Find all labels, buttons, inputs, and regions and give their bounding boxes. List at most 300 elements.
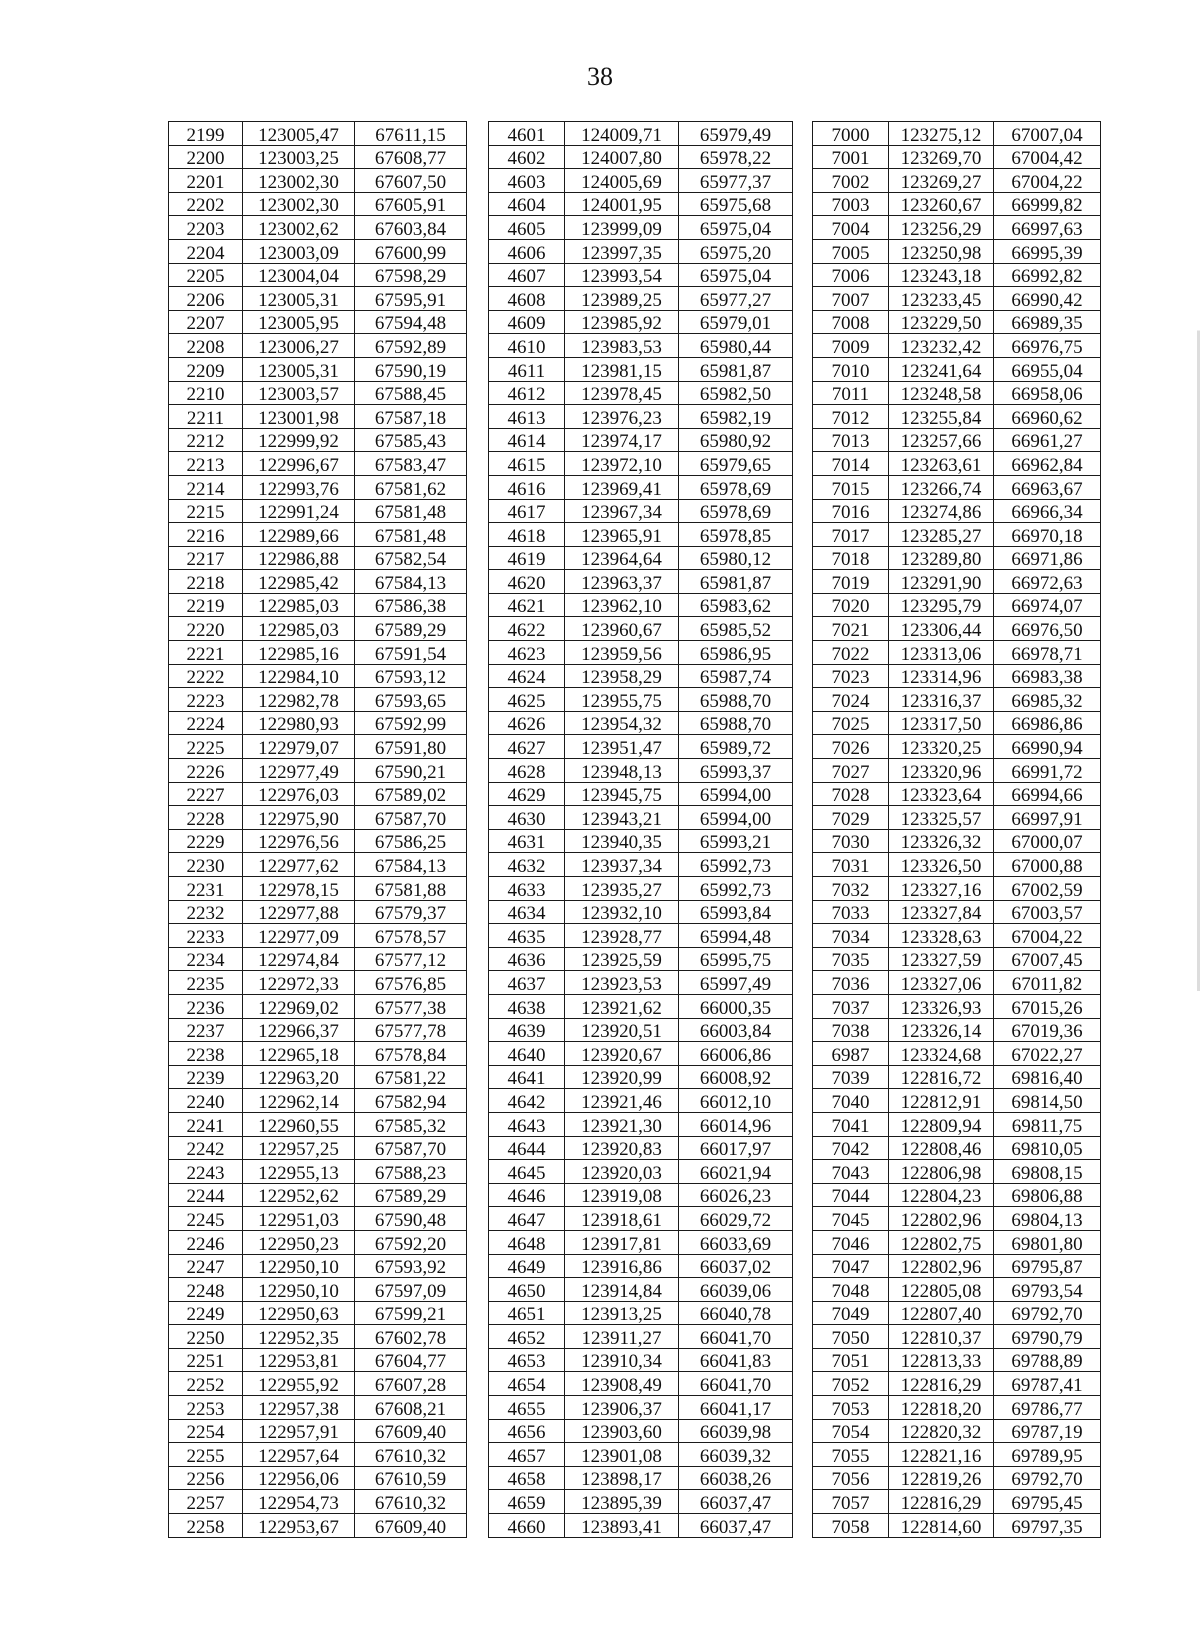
point-number-cell: 4618 (489, 523, 565, 547)
column-gap (793, 1207, 813, 1231)
table-row (169, 287, 1101, 311)
point-number-cell: 2204 (169, 239, 243, 263)
point-number-cell: 2236 (169, 994, 243, 1018)
column-gap (467, 924, 489, 948)
point-number-cell: 2241 (169, 1112, 243, 1136)
y-coordinate-cell: 65994,48 (679, 924, 793, 948)
y-coordinate-cell: 67594,48 (355, 310, 467, 334)
point-number-cell: 4628 (489, 759, 565, 783)
point-number-cell: 2239 (169, 1065, 243, 1089)
point-number-cell: 7001 (813, 145, 889, 169)
table-row (169, 122, 1101, 146)
y-coordinate-cell: 67586,25 (355, 829, 467, 853)
point-number-cell: 4646 (489, 1183, 565, 1207)
point-number-cell: 7049 (813, 1301, 889, 1325)
column-gap (467, 971, 489, 995)
point-number-cell: 4654 (489, 1372, 565, 1396)
point-number-cell: 2257 (169, 1490, 243, 1514)
point-number-cell: 2203 (169, 216, 243, 240)
table-row (169, 1042, 1101, 1066)
y-coordinate-cell: 65979,01 (679, 310, 793, 334)
point-number-cell: 7056 (813, 1466, 889, 1490)
x-coordinate-cell: 123999,09 (565, 216, 679, 240)
table-row (169, 1112, 1101, 1136)
point-number-cell: 7024 (813, 688, 889, 712)
point-number-cell: 7010 (813, 357, 889, 381)
point-number-cell: 7025 (813, 711, 889, 735)
y-coordinate-cell: 66976,75 (994, 334, 1101, 358)
y-coordinate-cell: 66026,23 (679, 1183, 793, 1207)
point-number-cell: 7029 (813, 806, 889, 830)
column-gap (793, 381, 813, 405)
point-number-cell: 7037 (813, 994, 889, 1018)
x-coordinate-cell: 122999,92 (243, 428, 355, 452)
x-coordinate-cell: 123906,37 (565, 1396, 679, 1420)
y-coordinate-cell: 67593,65 (355, 688, 467, 712)
point-number-cell: 2244 (169, 1183, 243, 1207)
point-number-cell: 4643 (489, 1112, 565, 1136)
column-gap (793, 428, 813, 452)
point-number-cell: 7014 (813, 452, 889, 476)
y-coordinate-cell: 69792,70 (994, 1301, 1101, 1325)
y-coordinate-cell: 67581,22 (355, 1065, 467, 1089)
point-number-cell: 4626 (489, 711, 565, 735)
x-coordinate-cell: 123266,74 (889, 475, 994, 499)
table-row (169, 688, 1101, 712)
point-number-cell: 2208 (169, 334, 243, 358)
table-row (169, 546, 1101, 570)
y-coordinate-cell: 66966,34 (994, 499, 1101, 523)
x-coordinate-cell: 122807,40 (889, 1301, 994, 1325)
y-coordinate-cell: 69816,40 (994, 1065, 1101, 1089)
point-number-cell: 4614 (489, 428, 565, 452)
y-coordinate-cell: 67611,15 (355, 122, 467, 146)
x-coordinate-cell: 122951,03 (243, 1207, 355, 1231)
x-coordinate-cell: 122979,07 (243, 735, 355, 759)
point-number-cell: 7033 (813, 900, 889, 924)
point-number-cell: 4612 (489, 381, 565, 405)
column-gap (467, 1160, 489, 1184)
x-coordinate-cell: 123920,67 (565, 1042, 679, 1066)
y-coordinate-cell: 67578,84 (355, 1042, 467, 1066)
x-coordinate-cell: 123943,21 (565, 806, 679, 830)
table-row (169, 523, 1101, 547)
y-coordinate-cell: 65975,68 (679, 192, 793, 216)
table-row (169, 782, 1101, 806)
y-coordinate-cell: 69811,75 (994, 1112, 1101, 1136)
y-coordinate-cell: 69797,35 (994, 1514, 1101, 1538)
point-number-cell: 7055 (813, 1443, 889, 1467)
y-coordinate-cell: 67610,59 (355, 1466, 467, 1490)
x-coordinate-cell: 123898,17 (565, 1466, 679, 1490)
y-coordinate-cell: 66960,62 (994, 405, 1101, 429)
point-number-cell: 4632 (489, 853, 565, 877)
y-coordinate-cell: 67004,22 (994, 924, 1101, 948)
point-number-cell: 2242 (169, 1136, 243, 1160)
column-gap (467, 192, 489, 216)
x-coordinate-cell: 122810,37 (889, 1325, 994, 1349)
x-coordinate-cell: 123976,23 (565, 405, 679, 429)
x-coordinate-cell: 122802,96 (889, 1254, 994, 1278)
column-gap (793, 1018, 813, 1042)
column-gap (467, 877, 489, 901)
x-coordinate-cell: 123263,61 (889, 452, 994, 476)
y-coordinate-cell: 65978,69 (679, 499, 793, 523)
column-gap (467, 829, 489, 853)
point-number-cell: 2199 (169, 122, 243, 146)
x-coordinate-cell: 123908,49 (565, 1372, 679, 1396)
x-coordinate-cell: 122986,88 (243, 546, 355, 570)
point-number-cell: 2232 (169, 900, 243, 924)
x-coordinate-cell: 123960,67 (565, 617, 679, 641)
y-coordinate-cell: 67579,37 (355, 900, 467, 924)
column-gap (467, 1042, 489, 1066)
table-row (169, 216, 1101, 240)
y-coordinate-cell: 66039,98 (679, 1419, 793, 1443)
x-coordinate-cell: 123003,57 (243, 381, 355, 405)
point-number-cell: 7038 (813, 1018, 889, 1042)
column-gap (793, 310, 813, 334)
table-row (169, 499, 1101, 523)
y-coordinate-cell: 67608,21 (355, 1396, 467, 1420)
y-coordinate-cell: 65980,44 (679, 334, 793, 358)
column-gap (467, 145, 489, 169)
column-gap (467, 1490, 489, 1514)
column-gap (793, 1372, 813, 1396)
point-number-cell: 7019 (813, 570, 889, 594)
point-number-cell: 4656 (489, 1419, 565, 1443)
column-gap (793, 1183, 813, 1207)
table-row (169, 1301, 1101, 1325)
y-coordinate-cell: 67602,78 (355, 1325, 467, 1349)
x-coordinate-cell: 122812,91 (889, 1089, 994, 1113)
x-coordinate-cell: 123274,86 (889, 499, 994, 523)
point-number-cell: 2222 (169, 664, 243, 688)
x-coordinate-cell: 123958,29 (565, 664, 679, 688)
table-row (169, 924, 1101, 948)
table-row (169, 1419, 1101, 1443)
point-number-cell: 4616 (489, 475, 565, 499)
y-coordinate-cell: 67595,91 (355, 287, 467, 311)
y-coordinate-cell: 66041,70 (679, 1372, 793, 1396)
point-number-cell: 7053 (813, 1396, 889, 1420)
table-row (169, 971, 1101, 995)
column-gap (467, 782, 489, 806)
table-row (169, 617, 1101, 641)
point-number-cell: 2255 (169, 1443, 243, 1467)
x-coordinate-cell: 123983,53 (565, 334, 679, 358)
x-coordinate-cell: 122974,84 (243, 947, 355, 971)
point-number-cell: 2249 (169, 1301, 243, 1325)
y-coordinate-cell: 67581,48 (355, 523, 467, 547)
x-coordinate-cell: 123937,34 (565, 853, 679, 877)
y-coordinate-cell: 65980,92 (679, 428, 793, 452)
y-coordinate-cell: 67604,77 (355, 1348, 467, 1372)
column-gap (793, 145, 813, 169)
column-gap (793, 688, 813, 712)
table-row (169, 1514, 1101, 1538)
y-coordinate-cell: 67599,21 (355, 1301, 467, 1325)
table-row (169, 853, 1101, 877)
point-number-cell: 7052 (813, 1372, 889, 1396)
column-gap (793, 1443, 813, 1467)
column-gap (467, 381, 489, 405)
point-number-cell: 4613 (489, 405, 565, 429)
point-number-cell: 7035 (813, 947, 889, 971)
x-coordinate-cell: 123910,34 (565, 1348, 679, 1372)
x-coordinate-cell: 122963,20 (243, 1065, 355, 1089)
column-gap (793, 1325, 813, 1349)
y-coordinate-cell: 67587,70 (355, 806, 467, 830)
point-number-cell: 7013 (813, 428, 889, 452)
table-row (169, 1230, 1101, 1254)
column-gap (467, 994, 489, 1018)
x-coordinate-cell: 123001,98 (243, 405, 355, 429)
table-row (169, 664, 1101, 688)
table-row (169, 1065, 1101, 1089)
y-coordinate-cell: 67581,62 (355, 475, 467, 499)
y-coordinate-cell: 65993,84 (679, 900, 793, 924)
point-number-cell: 2243 (169, 1160, 243, 1184)
y-coordinate-cell: 65986,95 (679, 641, 793, 665)
x-coordinate-cell: 123306,44 (889, 617, 994, 641)
y-coordinate-cell: 66033,69 (679, 1230, 793, 1254)
table-row (169, 169, 1101, 193)
table-row (169, 192, 1101, 216)
x-coordinate-cell: 122982,78 (243, 688, 355, 712)
x-coordinate-cell: 123993,54 (565, 263, 679, 287)
point-number-cell: 7027 (813, 759, 889, 783)
column-gap (793, 593, 813, 617)
point-number-cell: 4655 (489, 1396, 565, 1420)
x-coordinate-cell: 123328,63 (889, 924, 994, 948)
table-row (169, 735, 1101, 759)
x-coordinate-cell: 122816,72 (889, 1065, 994, 1089)
x-coordinate-cell: 122962,14 (243, 1089, 355, 1113)
point-number-cell: 7002 (813, 169, 889, 193)
point-number-cell: 4640 (489, 1042, 565, 1066)
x-coordinate-cell: 122804,23 (889, 1183, 994, 1207)
y-coordinate-cell: 67586,38 (355, 593, 467, 617)
point-number-cell: 4644 (489, 1136, 565, 1160)
x-coordinate-cell: 122957,91 (243, 1419, 355, 1443)
table-row (169, 1490, 1101, 1514)
x-coordinate-cell: 123002,62 (243, 216, 355, 240)
page-number: 38 (587, 62, 613, 91)
y-coordinate-cell: 67592,20 (355, 1230, 467, 1254)
y-coordinate-cell: 65978,85 (679, 523, 793, 547)
x-coordinate-cell: 123005,31 (243, 287, 355, 311)
y-coordinate-cell: 67576,85 (355, 971, 467, 995)
x-coordinate-cell: 122953,67 (243, 1514, 355, 1538)
x-coordinate-cell: 123935,27 (565, 877, 679, 901)
x-coordinate-cell: 123320,96 (889, 759, 994, 783)
y-coordinate-cell: 69789,95 (994, 1443, 1101, 1467)
x-coordinate-cell: 123314,96 (889, 664, 994, 688)
column-gap (467, 1230, 489, 1254)
x-coordinate-cell: 123964,64 (565, 546, 679, 570)
column-gap (793, 169, 813, 193)
column-gap (467, 1136, 489, 1160)
column-gap (467, 1254, 489, 1278)
y-coordinate-cell: 66014,96 (679, 1112, 793, 1136)
y-coordinate-cell: 65979,65 (679, 452, 793, 476)
point-number-cell: 4660 (489, 1514, 565, 1538)
table-row (169, 1443, 1101, 1467)
point-number-cell: 2240 (169, 1089, 243, 1113)
column-gap (793, 1042, 813, 1066)
x-coordinate-cell: 122977,88 (243, 900, 355, 924)
table-row (169, 1278, 1101, 1302)
x-coordinate-cell: 123327,84 (889, 900, 994, 924)
column-gap (793, 1254, 813, 1278)
table-row (169, 1160, 1101, 1184)
x-coordinate-cell: 122816,29 (889, 1490, 994, 1514)
x-coordinate-cell: 123932,10 (565, 900, 679, 924)
point-number-cell: 4625 (489, 688, 565, 712)
point-number-cell: 4641 (489, 1065, 565, 1089)
y-coordinate-cell: 69814,50 (994, 1089, 1101, 1113)
x-coordinate-cell: 123002,30 (243, 169, 355, 193)
x-coordinate-cell: 123901,08 (565, 1443, 679, 1467)
column-gap (467, 688, 489, 712)
point-number-cell: 7022 (813, 641, 889, 665)
y-coordinate-cell: 67593,92 (355, 1254, 467, 1278)
y-coordinate-cell: 67593,12 (355, 664, 467, 688)
y-coordinate-cell: 67583,47 (355, 452, 467, 476)
y-coordinate-cell: 66006,86 (679, 1042, 793, 1066)
x-coordinate-cell: 123981,15 (565, 357, 679, 381)
y-coordinate-cell: 69793,54 (994, 1278, 1101, 1302)
table-row (169, 829, 1101, 853)
point-number-cell: 2220 (169, 617, 243, 641)
y-coordinate-cell: 66972,63 (994, 570, 1101, 594)
y-coordinate-cell: 69790,79 (994, 1325, 1101, 1349)
point-number-cell: 2201 (169, 169, 243, 193)
point-number-cell: 4634 (489, 900, 565, 924)
point-number-cell: 4647 (489, 1207, 565, 1231)
table-row (169, 994, 1101, 1018)
x-coordinate-cell: 123285,27 (889, 523, 994, 547)
point-number-cell: 2258 (169, 1514, 243, 1538)
table-row (169, 381, 1101, 405)
x-coordinate-cell: 123250,98 (889, 239, 994, 263)
column-gap (467, 759, 489, 783)
column-gap (793, 711, 813, 735)
point-number-cell: 2213 (169, 452, 243, 476)
x-coordinate-cell: 122980,93 (243, 711, 355, 735)
point-number-cell: 2231 (169, 877, 243, 901)
y-coordinate-cell: 66999,82 (994, 192, 1101, 216)
y-coordinate-cell: 66991,72 (994, 759, 1101, 783)
point-number-cell: 7048 (813, 1278, 889, 1302)
x-coordinate-cell: 123948,13 (565, 759, 679, 783)
x-coordinate-cell: 123313,06 (889, 641, 994, 665)
y-coordinate-cell: 66978,71 (994, 641, 1101, 665)
y-coordinate-cell: 65977,27 (679, 287, 793, 311)
x-coordinate-cell: 122818,20 (889, 1396, 994, 1420)
point-number-cell: 7042 (813, 1136, 889, 1160)
y-coordinate-cell: 66029,72 (679, 1207, 793, 1231)
point-number-cell: 4657 (489, 1443, 565, 1467)
x-coordinate-cell: 124005,69 (565, 169, 679, 193)
point-number-cell: 7045 (813, 1207, 889, 1231)
point-number-cell: 2228 (169, 806, 243, 830)
x-coordinate-cell: 122985,42 (243, 570, 355, 594)
column-gap (793, 405, 813, 429)
x-coordinate-cell: 122954,73 (243, 1490, 355, 1514)
table-row (169, 947, 1101, 971)
x-coordinate-cell: 123997,35 (565, 239, 679, 263)
column-gap (793, 1419, 813, 1443)
point-number-cell: 4624 (489, 664, 565, 688)
x-coordinate-cell: 123954,32 (565, 711, 679, 735)
point-number-cell: 2256 (169, 1466, 243, 1490)
point-number-cell: 2247 (169, 1254, 243, 1278)
column-gap (793, 971, 813, 995)
column-gap (467, 1419, 489, 1443)
column-gap (793, 263, 813, 287)
y-coordinate-cell: 67591,54 (355, 641, 467, 665)
x-coordinate-cell: 122957,38 (243, 1396, 355, 1420)
y-coordinate-cell: 65993,21 (679, 829, 793, 853)
y-coordinate-cell: 66976,50 (994, 617, 1101, 641)
y-coordinate-cell: 67590,48 (355, 1207, 467, 1231)
x-coordinate-cell: 124009,71 (565, 122, 679, 146)
x-coordinate-cell: 123003,25 (243, 145, 355, 169)
y-coordinate-cell: 67588,45 (355, 381, 467, 405)
point-number-cell: 4652 (489, 1325, 565, 1349)
point-number-cell: 4620 (489, 570, 565, 594)
point-number-cell: 2230 (169, 853, 243, 877)
x-coordinate-cell: 123004,04 (243, 263, 355, 287)
point-number-cell: 4610 (489, 334, 565, 358)
point-number-cell: 7017 (813, 523, 889, 547)
column-gap (793, 287, 813, 311)
x-coordinate-cell: 122957,25 (243, 1136, 355, 1160)
point-number-cell: 2234 (169, 947, 243, 971)
x-coordinate-cell: 123243,18 (889, 263, 994, 287)
x-coordinate-cell: 123317,50 (889, 711, 994, 735)
table-row (169, 1254, 1101, 1278)
x-coordinate-cell: 122985,16 (243, 641, 355, 665)
y-coordinate-cell: 66974,07 (994, 593, 1101, 617)
x-coordinate-cell: 123945,75 (565, 782, 679, 806)
x-coordinate-cell: 123985,92 (565, 310, 679, 334)
y-coordinate-cell: 67004,42 (994, 145, 1101, 169)
column-gap (793, 877, 813, 901)
x-coordinate-cell: 123327,06 (889, 971, 994, 995)
y-coordinate-cell: 66000,35 (679, 994, 793, 1018)
column-gap (793, 1112, 813, 1136)
y-coordinate-cell: 69792,70 (994, 1466, 1101, 1490)
table-row (169, 334, 1101, 358)
point-number-cell: 7005 (813, 239, 889, 263)
point-number-cell: 4602 (489, 145, 565, 169)
y-coordinate-cell: 67581,48 (355, 499, 467, 523)
x-coordinate-cell: 123289,80 (889, 546, 994, 570)
point-number-cell: 2224 (169, 711, 243, 735)
column-gap (467, 806, 489, 830)
column-gap (467, 1183, 489, 1207)
y-coordinate-cell: 67610,32 (355, 1490, 467, 1514)
column-gap (793, 994, 813, 1018)
point-number-cell: 7011 (813, 381, 889, 405)
point-number-cell: 2206 (169, 287, 243, 311)
point-number-cell: 4635 (489, 924, 565, 948)
y-coordinate-cell: 65975,04 (679, 263, 793, 287)
x-coordinate-cell: 123940,35 (565, 829, 679, 853)
